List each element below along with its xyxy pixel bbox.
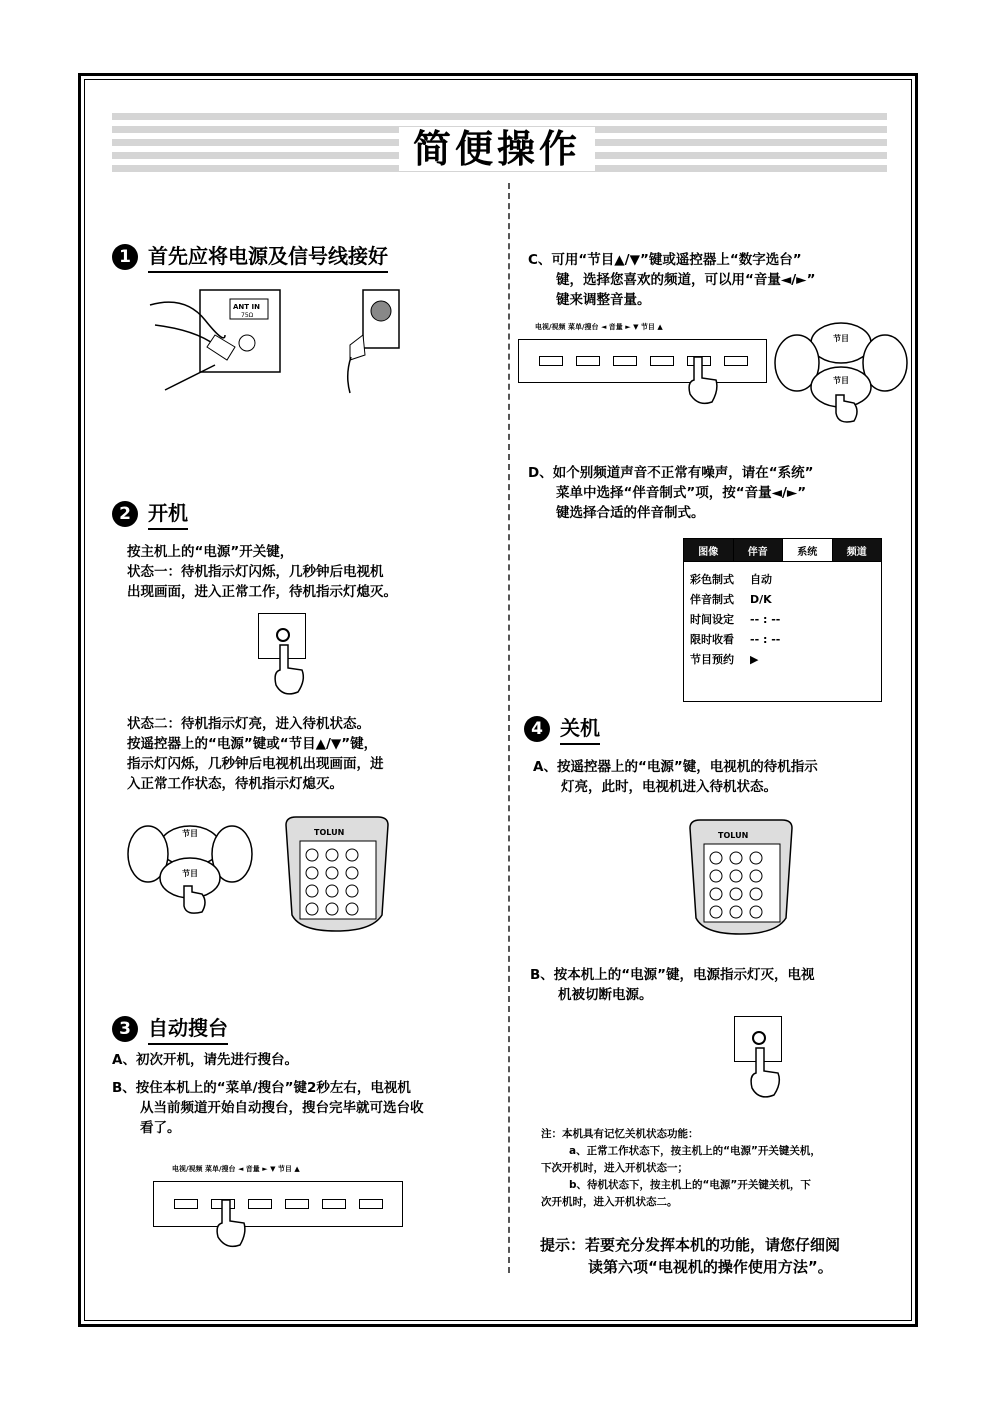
section-4-text-b: B、按本机上的“电源”键，电源指示灯灭，电视 机被切断电源。 (530, 967, 815, 1003)
control-pad-2 (772, 313, 910, 429)
panel-labels-2: 电视/视频 菜单/搜台 ◄ 音量 ► ▼ 节目 ▲ (535, 323, 663, 331)
memory-note: 注：本机具有记忆关机状态功能： a、正常工作状态下，按主机上的“电源”开关键关机， 下次开机时，进入开机状态一； b、待机状态下，按主机上的“电源”开关键关机，下 次开机时，进入开机状态二。 (541, 1128, 821, 1208)
pad2-up-label: 节目 (833, 334, 849, 343)
remote-control-1 (282, 815, 390, 935)
menu-row: 限时收看 -- : -- (690, 633, 781, 646)
menu-row: 伴音制式 D/K (690, 593, 772, 606)
section-3-text-b: B、按住本机上的“菜单/搜台”键2秒左右，电视机 从当前频道开始自动搜台，搜台完毕就可选台收 看了。 (112, 1080, 424, 1136)
hand-icon-3 (684, 352, 724, 410)
page-title: 简便操作 (0, 118, 994, 173)
hand-icon-2 (212, 1195, 252, 1253)
section-4-text-a: A、按遥控器上的“电源”键，电视机的待机指示 灯亮，此时，电视机进入待机状态。 (533, 759, 818, 795)
control-pad-1 (124, 806, 256, 918)
menu-row: 节目预约 ▶ (690, 653, 759, 666)
section-2-heading: 2 开机 (112, 497, 188, 530)
menu-row: 时间设定 -- : -- (690, 613, 781, 626)
menu-row: 彩色制式 自动 (690, 573, 772, 586)
ant-sub: 75Ω (241, 312, 254, 319)
remote-brand-1: TOLUN (314, 828, 345, 837)
section-2-text-2: 状态二：待机指示灯亮，进入待机状态。 按遥控器上的“电源”键或“节目▲/▼”键， 指示灯闪烁，几秒钟后电视机出现画面，进 入正常工作状态，待机指示灯熄灭。 (127, 716, 384, 792)
hand-icon-4 (744, 1043, 784, 1101)
section-3-text-a: A、初次开机，请先进行搜台。 (112, 1052, 298, 1068)
text-d: D、如个别频道声音不正常有噪声，请在“系统” 菜单中选择“伴音制式”项，按“音量◄/►” 键选择合适的伴音制式。 (528, 465, 814, 521)
pad-down-label: 节目 (182, 869, 198, 878)
section-3-heading: 3 自动搜台 (112, 1012, 228, 1045)
menu-tab-system: 系统 (783, 539, 833, 561)
front-panel-2 (518, 339, 767, 383)
front-panel-1 (153, 1181, 403, 1227)
connection-illustration (145, 285, 415, 395)
menu-tab-sound: 伴音 (734, 539, 784, 561)
section-2-text-1: 按主机上的“电源”开关键， 状态一：待机指示灯闪烁，几秒钟后电视机 出现画面，进入正常工作，待机指示灯熄灭。 (127, 544, 397, 600)
remote-brand-2: TOLUN (718, 831, 749, 840)
system-menu (683, 538, 882, 702)
menu-tab-channel: 频道 (833, 539, 882, 561)
menu-tab-image: 图像 (684, 539, 734, 561)
pad-up-label: 节目 (182, 829, 198, 838)
text-c: C、可用“节目▲/▼”键或遥控器上“数字选台” 键，选择您喜欢的频道，可以用“音量◄/►” 键来调整音量。 (528, 252, 816, 308)
hand-icon (268, 640, 308, 700)
column-divider (508, 183, 510, 1273)
ant-label: ANT IN (233, 303, 260, 311)
pad2-down-label: 节目 (833, 376, 849, 385)
panel-labels-1: 电视/视频 菜单/搜台 ◄ 音量 ► ▼ 节目 ▲ (172, 1165, 300, 1173)
section-1-heading: 1 首先应将电源及信号线接好 (112, 240, 388, 273)
section-4-heading: 4 关机 (524, 712, 600, 745)
remote-control-2 (686, 818, 794, 938)
hint-text: 提示：若要充分发挥本机的功能，请您仔细阅 读第六项“电视机的操作使用方法”。 (540, 1236, 841, 1276)
